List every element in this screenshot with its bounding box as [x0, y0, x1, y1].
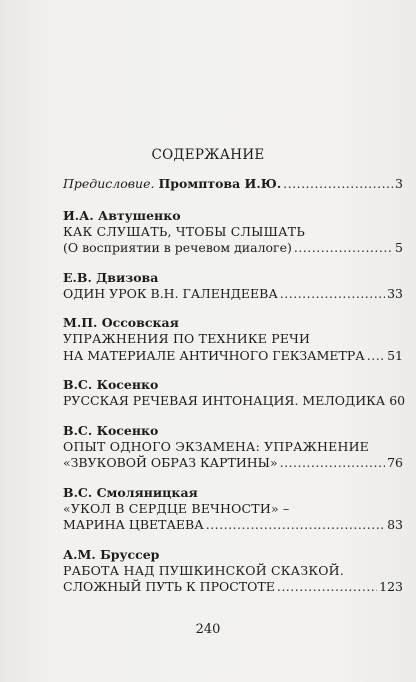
entry-author: В.С. Смоляницкая — [63, 484, 198, 500]
page-folio: 240 — [195, 622, 221, 637]
toc-entry — [63, 208, 403, 257]
dot-leader — [280, 455, 386, 472]
dot-leader — [283, 176, 393, 193]
page-number: 76 — [387, 455, 403, 470]
preface-text — [63, 176, 281, 193]
dot-leader — [367, 348, 385, 365]
page-number: 123 — [379, 579, 403, 594]
toc-line — [63, 517, 403, 534]
page-number: 83 — [387, 517, 403, 532]
page-number: 3 — [395, 176, 403, 191]
entry-title-line: КАК СЛУШАТЬ, ЧТОБЫ СЛЫШАТЬ — [63, 223, 305, 239]
entry-author: М.П. Оссовская — [63, 315, 179, 330]
toc-entry — [63, 270, 403, 303]
entry-title-last-line: РУССКАЯ РЕЧЕВАЯ ИНТОНАЦИЯ. МЕЛОДИКА — [63, 393, 386, 408]
page-number: 60 — [389, 393, 406, 408]
dot-leader — [280, 286, 385, 303]
toc-entry — [63, 377, 406, 410]
dot-leader — [277, 579, 377, 596]
entry-title-last-line: «ЗВУКОВОЙ ОБРАЗ КАРТИНЫ» — [63, 455, 278, 470]
entry-title-last-line: СЛОЖНЫЙ ПУТЬ К ПРОСТОТЕ — [63, 579, 275, 594]
entry-title-last-line: НА МАТЕРИАЛЕ АНТИЧНОГО ГЕКЗАМЕТРА — [63, 347, 365, 363]
toc-line — [63, 348, 403, 365]
entry-title-line: УПРАЖНЕНИЯ ПО ТЕХНИКЕ РЕЧИ — [63, 331, 311, 346]
dot-leader — [294, 240, 393, 257]
entry-title-line: ОПЫТ ОДНОГО ЭКЗАМЕНА: УПРАЖНЕНИЕ — [63, 438, 369, 454]
toc-entry — [63, 423, 403, 472]
toc-line — [63, 240, 403, 257]
entry-title-line: РАБОТА НАД ПУШКИНСКОЙ СКАЗКОЙ. — [63, 562, 344, 578]
entry-author: А.М. Бруссер — [63, 546, 160, 562]
contents-heading: СОДЕРЖАНИЕ — [151, 147, 265, 163]
page-number: 5 — [395, 240, 403, 255]
page-number: 51 — [387, 347, 403, 363]
entry-author: В.С. Косенко — [63, 422, 159, 438]
entry-title-last-line: (О восприятии в речевом диалоге) — [63, 240, 292, 255]
dot-leader — [206, 517, 385, 534]
preface-author: Промптова И.Ю. — [158, 176, 282, 191]
entry-title-last-line: МАРИНА ЦВЕТАЕВА — [63, 517, 204, 532]
toc-entry — [63, 315, 403, 364]
toc-line — [63, 393, 406, 410]
entry-author: В.С. Косенко — [63, 377, 159, 392]
toc-entry — [63, 547, 403, 596]
table-of-contents — [63, 176, 406, 609]
toc-line — [63, 176, 403, 193]
toc-line — [63, 286, 403, 303]
entry-title-line: «УКОЛ В СЕРДЦЕ ВЕЧНОСТИ» – — [63, 500, 290, 516]
page-number: 33 — [387, 285, 403, 301]
entry-author: И.А. Автушенко — [63, 207, 181, 223]
preface-label: Предисловие. — [63, 176, 155, 191]
toc-line — [63, 579, 403, 596]
toc-entry-preface — [63, 176, 403, 193]
entry-title-last-line: ОДИН УРОК В.Н. ГАЛЕНДЕЕВА — [63, 285, 278, 301]
entry-author: Е.В. Двизова — [63, 269, 159, 285]
toc-line — [63, 455, 403, 472]
toc-entry — [63, 485, 403, 534]
